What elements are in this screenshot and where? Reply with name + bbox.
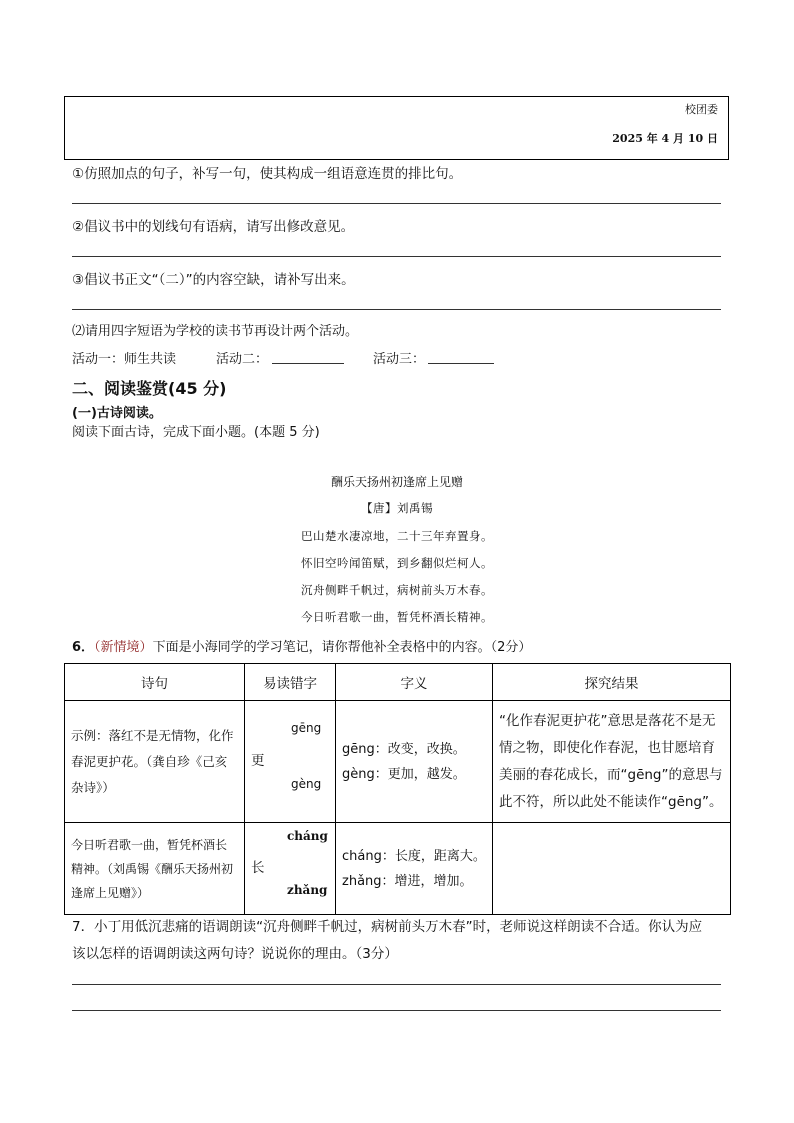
answer-line-q7-1[interactable]	[72, 984, 721, 985]
subquestion-2: ②倡议书中的划线句有语病，请写出修改意见。	[72, 219, 355, 235]
question-number: 6．	[72, 640, 95, 655]
activity-2-blank[interactable]	[272, 363, 344, 364]
header-meaning: 字义	[336, 664, 493, 701]
pinyin-2: gèng	[291, 777, 322, 791]
example-pronunciation	[245, 701, 335, 822]
poem-line: 沉舟侧畔千帆过，病树前头万木春。	[301, 583, 493, 597]
activity-1: 活动一：师生共读	[72, 352, 177, 367]
signature-date: 2025 年 4 月 10 日	[612, 132, 718, 145]
signature-org: 校团委	[685, 103, 718, 116]
answer-line-q7-2[interactable]	[72, 1010, 721, 1011]
target-verse: 今日听君歌一曲，暂凭杯酒长精神。（刘禹锡《酬乐天扬州初逢席上见赠》）	[71, 837, 234, 900]
activity-3-blank[interactable]	[428, 363, 494, 364]
section-subtitle: (一)古诗阅读。	[72, 406, 162, 421]
meaning-2: gèng：更加，越发。	[342, 766, 466, 782]
question-text: 下面是小海同学的学习笔记，请你帮他补全表格中的内容。（2分）	[152, 640, 532, 655]
answer-line-2[interactable]	[72, 256, 721, 257]
section-title: 二、阅读鉴赏(45 分)	[72, 379, 227, 398]
meaning-2: zhǎng：增进，增加。	[342, 873, 473, 889]
activity-2-label: 活动二：	[216, 352, 269, 367]
poem-author: 【唐】刘禹锡	[361, 501, 433, 515]
question-7-line1: 7．小丁用低沉悲痛的语调朗读“沉舟侧畔千帆过，病树前头万木春”时，老师说这样朗读不合适。你认为应	[72, 919, 703, 935]
header-result: 探究结果	[493, 664, 731, 701]
subquestion-4: ⑵请用四字短语为学校的读书节再设计两个活动。	[72, 324, 359, 339]
meaning-1: cháng：长度，距离大。	[342, 848, 486, 864]
poem-title: 酬乐天扬州初逢席上见赠	[330, 475, 463, 489]
hard-char: 长	[251, 860, 265, 876]
pinyin-1: cháng	[287, 829, 328, 843]
meaning-1: gēng：改变，改换。	[342, 741, 466, 757]
hard-char: 更	[251, 753, 265, 769]
section-instruction: 阅读下面古诗，完成下面小题。(本题 5 分)	[72, 425, 320, 440]
question-tag: （新情境）	[94, 640, 153, 655]
poem-line: 怀旧空吟闻笛赋，到乡翻似烂柯人。	[301, 556, 493, 570]
example-result: “化作春泥更护花”意思是落花不是无情之物，即使化作春泥，也甘愿培育美丽的春花成长，而“gēng”的意思与此不符，所以此处不能读作“gēng”。	[499, 712, 723, 810]
signature-box	[64, 96, 729, 160]
example-verse: 示例：落红不是无情物，化作春泥更护花。（龚自珍《己亥杂诗》）	[71, 727, 234, 795]
header-char: 易读错字	[245, 664, 336, 701]
pinyin-1: gēng	[291, 721, 322, 735]
subquestion-3: ③倡议书正文“（二）”的内容空缺，请补写出来。	[72, 272, 355, 288]
answer-line-1[interactable]	[72, 203, 721, 204]
poem-line: 今日听君歌一曲，暂凭杯酒长精神。	[301, 610, 493, 624]
answer-line-3[interactable]	[72, 309, 721, 310]
question-6	[72, 636, 531, 655]
activity-3-label: 活动三：	[373, 352, 426, 367]
target-meaning	[336, 844, 492, 894]
poem-line: 巴山楚水凄凉地，二十三年弃置身。	[301, 529, 493, 543]
target-pronunciation	[245, 823, 335, 914]
pinyin-2: zhǎng	[287, 883, 328, 897]
example-meaning	[336, 737, 492, 787]
header-verse: 诗句	[65, 664, 245, 701]
study-notes-table	[64, 663, 731, 915]
subquestion-1: ①仿照加点的句子，补写一句，使其构成一组语意连贯的排比句。	[72, 166, 463, 182]
question-7-line2: 该以怎样的语调朗读这两句诗？说说你的理由。（3分）	[72, 946, 398, 962]
